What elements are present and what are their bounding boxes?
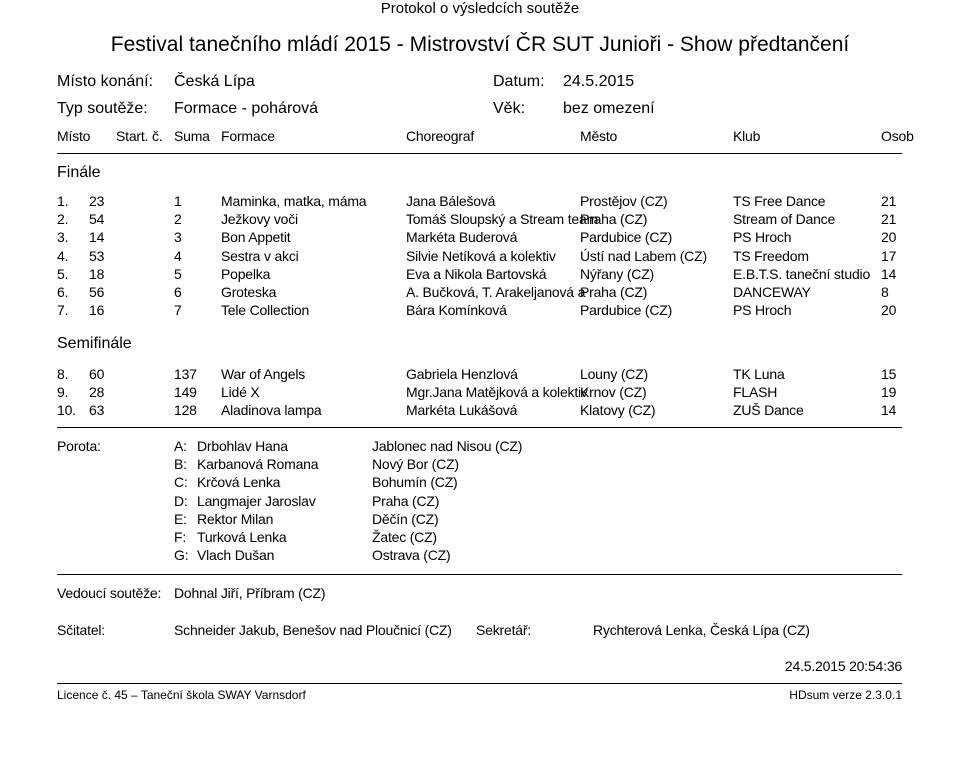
cell-formation: Popelka bbox=[221, 265, 271, 282]
cell-formation: War of Angels bbox=[221, 366, 306, 382]
license-text: Licence č. 45 – Taneční škola SWAY Varnsdorf bbox=[57, 688, 306, 702]
protocol-title: Protokol o výsledcích soutěže bbox=[380, 0, 580, 17]
cell-start: 54 bbox=[89, 211, 105, 228]
cell-place: 8. bbox=[57, 366, 69, 382]
cell-club: TS Free Dance bbox=[733, 193, 826, 209]
cell-club: FLASH bbox=[733, 384, 778, 401]
cell-club: PS Hroch bbox=[733, 229, 792, 246]
cell-club: PS Hroch bbox=[733, 302, 792, 319]
cell-city: Pardubice (CZ) bbox=[580, 302, 673, 319]
jury-city: Praha (CZ) bbox=[372, 492, 440, 509]
jury-letter: F: bbox=[174, 529, 187, 545]
col-formation: Formace bbox=[221, 128, 275, 144]
date-label: Datum: bbox=[493, 73, 545, 90]
cell-sum: 4 bbox=[174, 247, 182, 264]
cell-formation: Ježkovy voči bbox=[221, 211, 298, 228]
cell-sum: 2 bbox=[174, 211, 182, 228]
cell-city: Ústí nad Labem (CZ) bbox=[580, 247, 707, 264]
jury-city: Bohumín (CZ) bbox=[372, 474, 458, 491]
leader-value: Dohnal Jiří, Příbram (CZ) bbox=[174, 585, 326, 601]
jury-letter: D: bbox=[174, 492, 188, 509]
cell-club: E.B.T.S. taneční studio bbox=[733, 265, 871, 282]
counter-value: Schneider Jakub, Benešov nad Ploučnicí (CZ) bbox=[174, 622, 452, 638]
timestamp: 24.5.2015 20:54:36 bbox=[784, 658, 902, 674]
cell-start: 28 bbox=[89, 384, 105, 401]
age-value: bez omezení bbox=[563, 100, 655, 117]
divider bbox=[57, 427, 902, 428]
cell-place: 9. bbox=[57, 384, 69, 401]
jury-name: Drbohlav Hana bbox=[197, 438, 288, 454]
cell-formation: Aladinova lampa bbox=[221, 402, 322, 419]
cell-choreographer: Gabriela Henzlová bbox=[406, 366, 518, 382]
cell-city: Praha (CZ) bbox=[580, 284, 648, 300]
cell-formation: Tele Collection bbox=[221, 302, 310, 319]
col-choreographer: Choreograf bbox=[406, 128, 475, 144]
jury-name: Langmajer Jaroslav bbox=[197, 492, 316, 509]
cell-club: DANCEWAY bbox=[733, 284, 811, 300]
col-place: Místo bbox=[57, 128, 91, 144]
cell-choreographer: Eva a Nikola Bartovská bbox=[406, 265, 547, 282]
jury-name: Vlach Dušan bbox=[197, 547, 275, 564]
cell-place: 3. bbox=[57, 229, 69, 246]
cell-club: ZUŠ Dance bbox=[733, 402, 804, 419]
jury-city: Jablonec nad Nisou (CZ) bbox=[372, 438, 523, 454]
divider bbox=[57, 153, 902, 154]
cell-sum: 7 bbox=[174, 302, 182, 319]
cell-place: 7. bbox=[57, 302, 69, 319]
cell-persons: 17 bbox=[881, 247, 897, 264]
col-persons: Osob bbox=[881, 128, 914, 144]
divider bbox=[57, 574, 902, 575]
cell-choreographer: Bára Komínková bbox=[406, 302, 507, 319]
cell-sum: 128 bbox=[174, 402, 197, 419]
cell-place: 10. bbox=[57, 402, 76, 419]
cell-club: TS Freedom bbox=[733, 247, 809, 264]
cell-formation: Sestra v akci bbox=[221, 247, 299, 264]
jury-label: Porota: bbox=[57, 438, 101, 454]
cell-city: Pardubice (CZ) bbox=[580, 229, 673, 246]
cell-place: 5. bbox=[57, 265, 69, 282]
cell-persons: 14 bbox=[881, 265, 897, 282]
cell-persons: 20 bbox=[881, 229, 897, 246]
jury-letter: B: bbox=[174, 456, 187, 473]
cell-persons: 14 bbox=[881, 402, 897, 419]
secretary-label: Sekretář: bbox=[476, 622, 531, 638]
venue-label: Místo konání: bbox=[57, 73, 154, 90]
col-city: Město bbox=[580, 128, 618, 144]
cell-city: Krnov (CZ) bbox=[580, 384, 647, 401]
cell-persons: 21 bbox=[881, 211, 897, 228]
cell-place: 1. bbox=[57, 193, 69, 209]
cell-place: 4. bbox=[57, 247, 69, 264]
cell-start: 56 bbox=[89, 284, 105, 300]
col-sum: Suma bbox=[174, 128, 210, 144]
cell-choreographer: Markéta Buderová bbox=[406, 229, 518, 246]
cell-city: Louny (CZ) bbox=[580, 366, 649, 382]
cell-city: Praha (CZ) bbox=[580, 211, 648, 228]
type-value: Formace - pohárová bbox=[174, 100, 319, 117]
cell-sum: 3 bbox=[174, 229, 182, 246]
cell-sum: 1 bbox=[174, 193, 182, 209]
jury-city: Ostrava (CZ) bbox=[372, 547, 451, 564]
cell-city: Nýřany (CZ) bbox=[580, 265, 655, 282]
cell-sum: 5 bbox=[174, 265, 182, 282]
jury-letter: G: bbox=[174, 547, 189, 564]
cell-start: 16 bbox=[89, 302, 105, 319]
jury-city: Nový Bor (CZ) bbox=[372, 456, 459, 473]
cell-start: 53 bbox=[89, 247, 105, 264]
venue-value: Česká Lípa bbox=[174, 73, 255, 90]
jury-name: Karbanová Romana bbox=[197, 456, 319, 473]
cell-start: 18 bbox=[89, 265, 105, 282]
col-start: Start. č. bbox=[116, 128, 163, 144]
cell-choreographer: Mgr.Jana Matějková a kolektiv bbox=[406, 384, 588, 401]
cell-start: 60 bbox=[89, 366, 105, 382]
jury-name: Turková Lenka bbox=[197, 529, 287, 545]
cell-formation: Groteska bbox=[221, 284, 277, 300]
type-label: Typ soutěže: bbox=[57, 100, 148, 117]
cell-city: Prostějov (CZ) bbox=[580, 193, 668, 209]
cell-choreographer: Jana Bálešová bbox=[406, 193, 496, 209]
cell-choreographer: Tomáš Sloupský a Stream team bbox=[406, 211, 599, 228]
competition-title: Festival tanečního mládí 2015 - Mistrovství ČR SUT Junioři - Show předtančení bbox=[110, 33, 850, 56]
age-label: Věk: bbox=[493, 100, 526, 117]
jury-letter: E: bbox=[174, 510, 187, 527]
cell-persons: 8 bbox=[881, 284, 889, 300]
jury-letter: A: bbox=[174, 438, 187, 454]
cell-persons: 20 bbox=[881, 302, 897, 319]
jury-city: Žatec (CZ) bbox=[372, 529, 437, 545]
final-section-title: Finále bbox=[57, 164, 101, 181]
cell-start: 23 bbox=[89, 193, 105, 209]
jury-name: Krčová Lenka bbox=[197, 474, 281, 491]
counter-label: Sčitatel: bbox=[57, 622, 105, 638]
cell-persons: 15 bbox=[881, 366, 897, 382]
cell-persons: 21 bbox=[881, 193, 897, 209]
date-value: 24.5.2015 bbox=[563, 73, 635, 90]
cell-formation: Bon Appetit bbox=[221, 229, 291, 246]
cell-sum: 149 bbox=[174, 384, 197, 401]
leader-label: Vedoucí soutěže: bbox=[57, 585, 162, 601]
divider bbox=[57, 683, 902, 684]
cell-choreographer: Silvie Netíková a kolektiv bbox=[406, 247, 556, 264]
cell-start: 14 bbox=[89, 229, 105, 246]
jury-city: Děčín (CZ) bbox=[372, 510, 439, 527]
jury-name: Rektor Milan bbox=[197, 510, 274, 527]
cell-sum: 6 bbox=[174, 284, 182, 300]
cell-place: 6. bbox=[57, 284, 69, 300]
cell-start: 63 bbox=[89, 402, 105, 419]
cell-choreographer: A. Bučková, T. Arakeljanová a bbox=[406, 284, 586, 300]
secretary-value: Rychterová Lenka, Česká Lípa (CZ) bbox=[593, 622, 810, 638]
cell-city: Klatovy (CZ) bbox=[580, 402, 656, 419]
jury-letter: C: bbox=[174, 474, 188, 491]
cell-formation: Maminka, matka, máma bbox=[221, 193, 367, 209]
cell-persons: 19 bbox=[881, 384, 897, 401]
cell-choreographer: Markéta Lukášová bbox=[406, 402, 518, 419]
version-text: HDsum verze 2.3.0.1 bbox=[789, 688, 902, 702]
col-club: Klub bbox=[733, 128, 761, 144]
semifinal-section-title: Semifinále bbox=[57, 335, 132, 352]
cell-formation: Lidé X bbox=[221, 384, 260, 401]
cell-place: 2. bbox=[57, 211, 69, 228]
cell-club: Stream of Dance bbox=[733, 211, 836, 228]
cell-club: TK Luna bbox=[733, 366, 785, 382]
cell-sum: 137 bbox=[174, 366, 197, 382]
